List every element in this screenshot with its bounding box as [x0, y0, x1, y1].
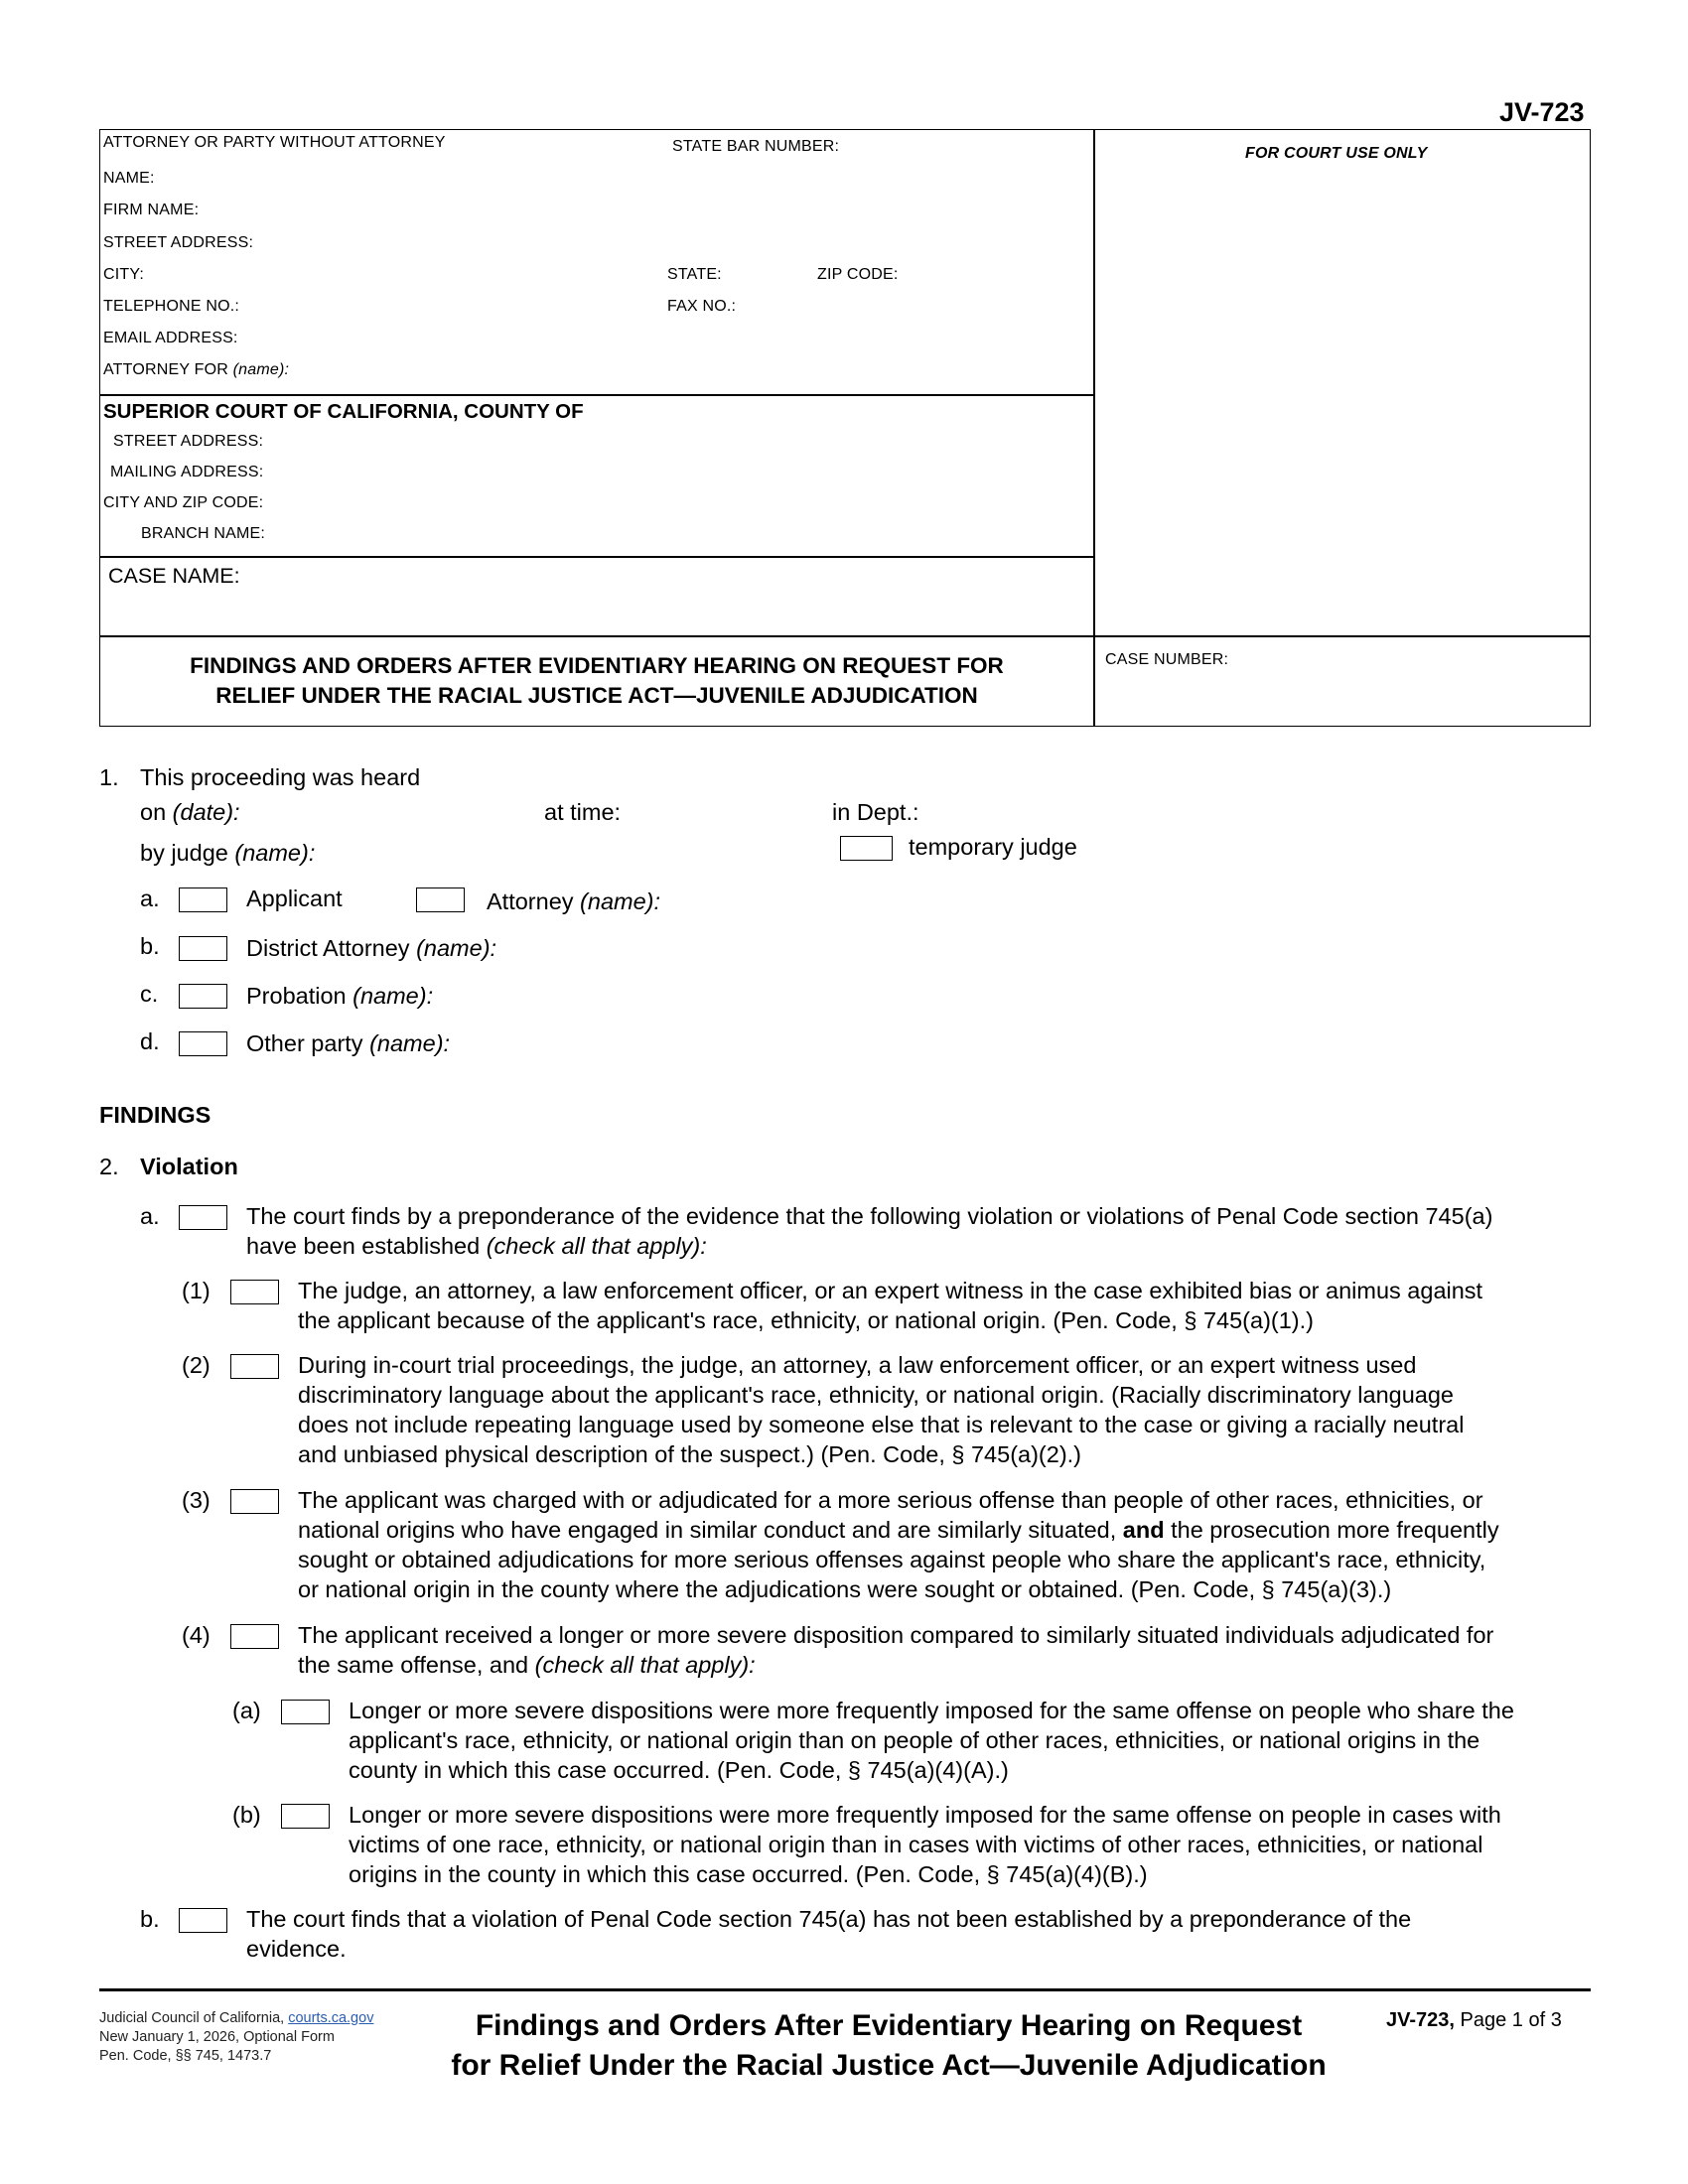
- violation-established-checkbox[interactable]: [179, 1205, 227, 1230]
- victim-race-dispositions-checkbox[interactable]: [281, 1804, 330, 1829]
- form-title: FINDINGS AND ORDERS AFTER EVIDENTIARY HEARING ON REQUEST FOR RELIEF UNDER THE RACIAL JUSTICE ACT—JUVENILE ADJUDICATION: [190, 653, 1004, 708]
- findings-heading: FINDINGS: [99, 1102, 211, 1128]
- temporary-judge-label: temporary judge: [909, 834, 1077, 860]
- attorney-checkbox[interactable]: [416, 887, 465, 912]
- bias-animus-checkbox[interactable]: [230, 1280, 279, 1304]
- item-2a1-number: (1): [182, 1278, 211, 1303]
- attorney-for-label: ATTORNEY FOR (name):: [103, 361, 290, 378]
- state-bar-label: STATE BAR NUMBER:: [672, 138, 840, 155]
- district-attorney-label: District Attorney (name):: [246, 935, 497, 961]
- district-attorney-checkbox[interactable]: [179, 936, 227, 961]
- serious-offense-checkbox[interactable]: [230, 1489, 279, 1514]
- item-1c-letter: c.: [140, 981, 159, 1007]
- footer-rule: [99, 1988, 1591, 1991]
- judge-label: by judge (name):: [140, 840, 316, 866]
- zip-label: ZIP CODE:: [817, 266, 899, 283]
- item-2a2-text: During in-court trial proceedings, the judge, an attorney, a law enforcement officer, or an expert witness used discriminatory language about the applicant's race, ethnicity, or national origin. (Racially discriminatory language does not include repeating language used by someone else that is relevant to the case or giving a racially neutral and unbiased physical description of the suspect.) (Pen. Code, § 745(a)(2).): [298, 1352, 1465, 1467]
- item-2b-letter: b.: [140, 1906, 160, 1932]
- item-2a4a-text: Longer or more severe dispositions were more frequently imposed for the same offense on people who share the applicant's race, ethnicity, or national origin than on people of other races, ethnicities, or national origins in the county in which this case occurred. (Pen. Code, § 745(a)(4)(A).): [349, 1698, 1514, 1783]
- dept-label: in Dept.:: [832, 799, 919, 825]
- other-party-label: Other party (name):: [246, 1030, 451, 1056]
- item-2-number: 2.: [99, 1154, 119, 1179]
- discriminatory-language-checkbox[interactable]: [230, 1354, 279, 1379]
- court-title: SUPERIOR COURT OF CALIFORNIA, COUNTY OF: [103, 400, 584, 423]
- attorney-label: ATTORNEY OR PARTY WITHOUT ATTORNEY: [103, 134, 446, 151]
- item-2a3-text: The applicant was charged with or adjudicated for a more serious offense than people of other races, ethnicities, or national origins who have engaged in similar conduct and are similarly situated, and the prosecution more frequently sought or obtained adjudications for more serious offenses against people who share the applicant's race, ethnicity, or national origin in the county where the adjudications were sought or obtained. (Pen. Code, § 745(a)(3).): [298, 1487, 1499, 1602]
- footer-info: Judicial Council of California, courts.ca.gov New January 1, 2026, Optional Form Pen. Code, §§ 745, 1473.7: [99, 2010, 374, 2064]
- item-2a-text: The court finds by a preponderance of the evidence that the following violation or violations of Penal Code section 745(a) have been established (check all that apply):: [246, 1203, 1493, 1259]
- mailing-label: MAILING ADDRESS:: [110, 464, 264, 480]
- firm-label: FIRM NAME:: [103, 202, 200, 218]
- item-2a4-number: (4): [182, 1622, 211, 1648]
- other-party-checkbox[interactable]: [179, 1031, 227, 1056]
- court-use-label: FOR COURT USE ONLY: [1245, 145, 1428, 162]
- item-1d-letter: d.: [140, 1028, 160, 1054]
- same-race-dispositions-checkbox[interactable]: [281, 1700, 330, 1724]
- city-label: CITY:: [103, 266, 145, 283]
- not-established-checkbox[interactable]: [179, 1908, 227, 1933]
- case-name-label: CASE NAME:: [108, 564, 240, 588]
- attorney-label: Attorney (name):: [487, 888, 661, 914]
- divider-court: [99, 394, 1094, 396]
- probation-label: Probation (name):: [246, 983, 434, 1009]
- item-2a-letter: a.: [140, 1203, 160, 1229]
- item-2a4b-number: (b): [232, 1802, 261, 1828]
- fax-label: FAX NO.:: [667, 298, 737, 315]
- page-number: JV-723, Page 1 of 3: [1386, 2009, 1562, 2031]
- severe-disposition-checkbox[interactable]: [230, 1624, 279, 1649]
- form-id: JV-723: [1499, 97, 1585, 127]
- applicant-checkbox[interactable]: [179, 887, 227, 912]
- caption-divider: [1093, 129, 1095, 727]
- street-label: STREET ADDRESS:: [103, 234, 254, 251]
- time-label: at time:: [544, 799, 622, 825]
- item-2a4-text: The applicant received a longer or more severe disposition compared to similarly situated individuals adjudicated for the same offense, and (check all that apply):: [298, 1622, 1494, 1678]
- applicant-label: Applicant: [246, 886, 343, 911]
- city-zip-label: CITY AND ZIP CODE:: [103, 494, 264, 511]
- item-2a4a-number: (a): [232, 1698, 261, 1723]
- date-label: on (date):: [140, 799, 240, 825]
- heard-text: This proceeding was heard: [140, 764, 421, 790]
- item-2a2-number: (2): [182, 1352, 211, 1378]
- temporary-judge-checkbox[interactable]: [840, 836, 893, 861]
- item-2a4b-text: Longer or more severe dispositions were more frequently imposed for the same offense on people in cases with victims of one race, ethnicity, or national origin than in cases with victims of other races, ethnicities, or national origins in the county in which this case occurred. (Pen. Code, § 745(a)(4)(B).): [349, 1802, 1501, 1887]
- caption-box: [99, 129, 1591, 727]
- item-2a3-number: (3): [182, 1487, 211, 1513]
- phone-label: TELEPHONE NO.:: [103, 298, 240, 315]
- item-1a-letter: a.: [140, 886, 160, 911]
- state-label: STATE:: [667, 266, 722, 283]
- item-2b-text: The court finds that a violation of Penal Code section 745(a) has not been established by a preponderance of the evidence.: [246, 1906, 1412, 1962]
- case-number-label: CASE NUMBER:: [1105, 651, 1229, 668]
- item-2a1-text: The judge, an attorney, a law enforcement officer, or an expert witness in the case exhibited bias or animus against the applicant because of the applicant's race, ethnicity, or national origin. (Pen. Code, § 745(a)(1).): [298, 1278, 1483, 1333]
- footer-title: Findings and Orders After Evidentiary Hearing on Request for Relief Under the Racial Justice Act—Juvenile Adjudication: [451, 2009, 1327, 2082]
- item-1b-letter: b.: [140, 933, 160, 959]
- courts-link[interactable]: courts.ca.gov: [288, 2010, 374, 2026]
- email-label: EMAIL ADDRESS:: [103, 330, 238, 346]
- divider-title: [99, 635, 1591, 637]
- item-1-number: 1.: [99, 764, 119, 790]
- court-street-label: STREET ADDRESS:: [113, 433, 264, 450]
- probation-checkbox[interactable]: [179, 984, 227, 1009]
- branch-label: BRANCH NAME:: [141, 525, 266, 542]
- divider-case-name: [99, 556, 1094, 558]
- violation-heading: Violation: [140, 1154, 238, 1179]
- name-label: NAME:: [103, 170, 155, 187]
